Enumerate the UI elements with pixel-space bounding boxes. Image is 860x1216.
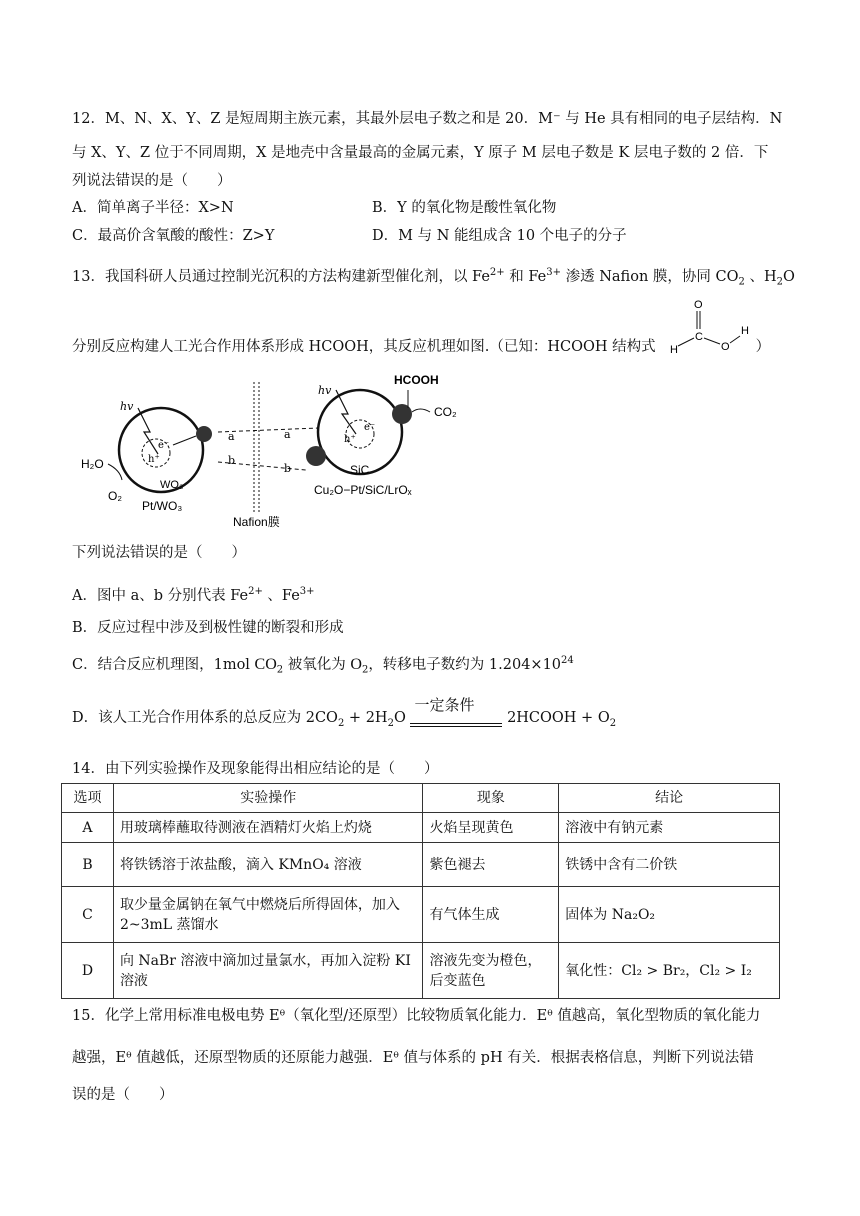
q12-line3: 列说法错误的是（ ） — [72, 173, 232, 189]
row-option: D — [62, 943, 114, 999]
wo3-label: WO₃ — [160, 479, 184, 491]
o2-label: O₂ — [108, 489, 122, 503]
row-operation: 将铁锈溶于浓盐酸，滴入 KMnO₄ 溶液 — [113, 843, 423, 887]
q12-option-a: A．简单离子半径：X>N — [72, 200, 234, 216]
sic-particle — [318, 390, 402, 474]
table-header-row — [62, 784, 780, 813]
q13-line1: 13．我国科研人员通过控制光沉积的方法构建新型催化剂，以 $Fe^{2+}$ 和 $Fe^{3+}$ 渗透 Nafion 膜，协同 $CO_2$ 、$H_2O$ — [72, 267, 795, 288]
sic-label: SiC — [350, 463, 370, 477]
label-a-left: a — [228, 430, 235, 443]
row-conclusion: 氧化性：Cl₂ > Br₂，Cl₂ > I₂ — [559, 943, 780, 999]
reaction-condition: 一定条件 — [414, 695, 475, 714]
h2o-label: H₂O — [81, 457, 104, 471]
q14-stem: 14．由下列实验操作及现象能得出相应结论的是（ ） — [72, 761, 439, 777]
q15-line1: 15．化学上常用标准电极电势 Eᶿ（氧化型/还原型）比较物质氧化能力．Eᶿ 值越高，氧化型物质的氧化能力 — [72, 1008, 761, 1024]
hcooh-structure-diagram — [668, 296, 758, 358]
struct-o-right: O — [721, 341, 730, 353]
table-row — [62, 843, 780, 887]
q12-option-b: B．Y 的氧化物是酸性氧化物 — [372, 200, 557, 216]
q15-line2: 越强，Eᶿ 值越低，还原型物质的还原能力越强．Eᶿ 值与体系的 pH 有关．根据表格信息，判断下列说法错 — [72, 1050, 754, 1066]
nafion-label: Nafion膜 — [233, 515, 280, 528]
hole-right: h⁺ — [344, 434, 356, 445]
row-operation: 向 NaBr 溶液中滴加过量氯水，再加入淀粉 KI 溶液 — [113, 943, 423, 999]
struct-c: C — [695, 331, 703, 343]
row-operation: 取少量金属钠在氧气中燃烧后所得固体，加入 2~3mL 蒸馏水 — [113, 887, 423, 943]
hv-right: hv — [318, 384, 332, 397]
hole-left: h⁺ — [148, 454, 160, 465]
struct-h-right: H — [741, 325, 749, 337]
struct-h-left: H — [670, 344, 678, 356]
q13-ask: 下列说法错误的是（ ） — [72, 545, 246, 561]
q13-line2: 分别反应构建人工光合作用体系形成 HCOOH，其反应机理如图.（已知：HCOOH 结构式 ） — [72, 339, 771, 355]
reaction-mechanism-figure — [78, 370, 478, 528]
cu2o-site — [306, 446, 326, 466]
row-phenomenon: 溶液先变为橙色，后变蓝色 — [423, 943, 559, 999]
row-option: A — [62, 813, 114, 843]
experiment-table — [61, 783, 780, 999]
label-b-right: b — [284, 462, 292, 475]
pt-wo3-label: Pt/WO₃ — [142, 499, 183, 513]
row-phenomenon: 紫色褪去 — [423, 843, 559, 887]
header-phenomenon: 现象 — [423, 784, 559, 813]
hcooh-label: HCOOH — [394, 373, 439, 387]
table-row — [62, 813, 780, 843]
header-operation: 实验操作 — [113, 784, 423, 813]
row-option: B — [62, 843, 114, 887]
row-option: C — [62, 887, 114, 943]
row-conclusion: 固体为 Na₂O₂ — [559, 887, 780, 943]
q13-option-a: A．图中 a、b 分别代表 $Fe^{2+}$ 、$Fe^{3+}$ — [72, 586, 315, 604]
hv-left: hv — [120, 400, 134, 413]
row-conclusion: 溶液中有钠元素 — [559, 813, 780, 843]
q12-option-d: D．M 与 N 能组成含 10 个电子的分子 — [372, 228, 627, 244]
row-phenomenon: 有气体生成 — [423, 887, 559, 943]
row-operation: 用玻璃棒蘸取待测液在酒精灯火焰上灼烧 — [113, 813, 423, 843]
q12-option-c: C．最高价含氧酸的酸性：Z>Y — [72, 228, 275, 244]
row-phenomenon: 火焰呈现黄色 — [423, 813, 559, 843]
q13-option-b: B．反应过程中涉及到极性键的断裂和形成 — [72, 620, 344, 636]
q12-line2: 与 X、Y、Z 位于不同周期，X 是地壳中含量最高的金属元素，Y 原子 M 层电子数是 K 层电子数的 2 倍．下 — [72, 145, 769, 161]
struct-o-top: O — [694, 299, 703, 311]
q13-option-c: C．结合反应机理图，1mol $CO_2$ 被氧化为 $O_2$，转移电子数约为 $1.204\times 10^{24}$ — [72, 655, 574, 676]
label-a-right: a — [284, 428, 291, 441]
q15-line3: 误的是（ ） — [72, 1087, 174, 1103]
table-row — [62, 887, 780, 943]
electron-right: e⁻ — [364, 422, 376, 433]
pt-site-left — [196, 426, 212, 442]
catalyst-right-label: Cu₂O−Pt/SiC/LrOₓ — [314, 483, 412, 497]
q13-option-d: D．该人工光合作用体系的总反应为 $2CO_2 + 2H_2O$ 一定条件 2HCOOH + $O_2$ — [72, 695, 617, 729]
table-row — [62, 943, 780, 999]
row-conclusion: 铁锈中含有二价铁 — [559, 843, 780, 887]
label-b-left: b — [228, 454, 236, 467]
q12-line1: 12．M、N、X、Y、Z 是短周期主族元素，其最外层电子数之和是 20．M⁻ 与 He 具有相同的电子层结构．N — [72, 111, 783, 127]
electron-left: e⁻ — [158, 440, 170, 451]
header-conclusion: 结论 — [559, 784, 780, 813]
pt-site-right — [392, 404, 412, 424]
co2-label: CO₂ — [434, 405, 457, 419]
header-option: 选项 — [62, 784, 114, 813]
